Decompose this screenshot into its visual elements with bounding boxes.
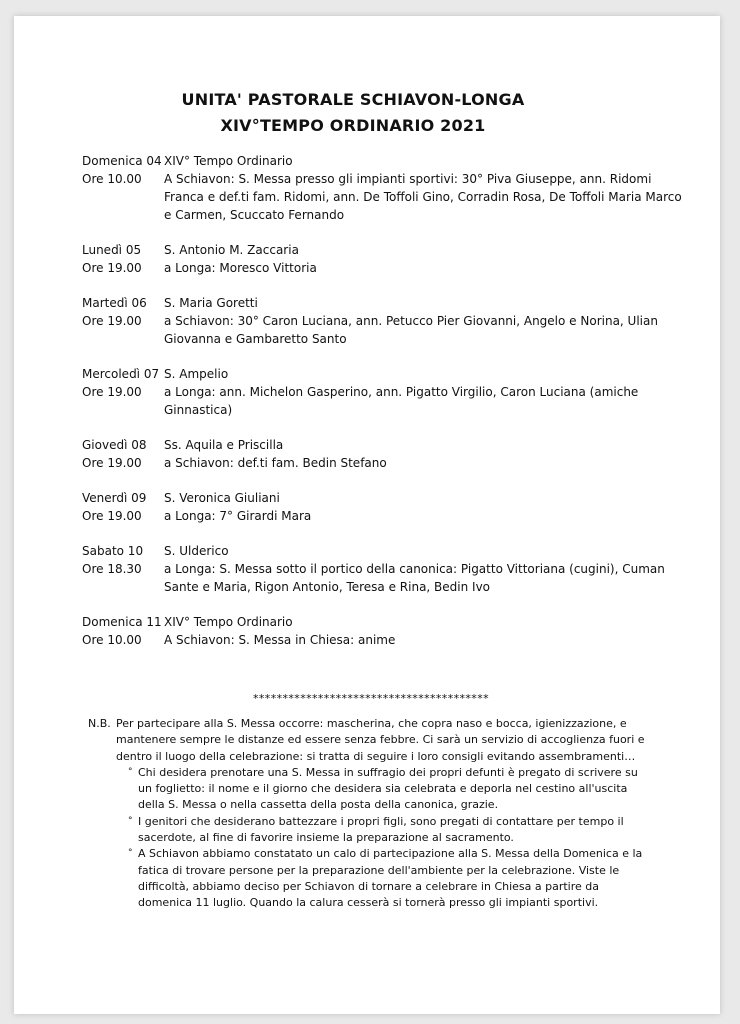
notes-bullet bbox=[128, 814, 648, 847]
entry-day: Mercoledì 07 bbox=[82, 367, 160, 381]
entry-text: A Schiavon: S. Messa presso gli impianti sportivi: 30° Piva Giuseppe, ann. Ridomi Franca e def.ti fam. Ridomi, ann. De Toffoli Gino, Corradin Rosa, De Toffoli Maria Marco e Carmen, Scuccato Fernando bbox=[164, 172, 682, 222]
entry-saint: S. Ampelio bbox=[164, 367, 229, 381]
schedule-entry bbox=[82, 152, 682, 224]
entry-day: Lunedì 05 bbox=[82, 243, 142, 257]
schedule-entry bbox=[82, 613, 682, 649]
entry-day: Sabato 10 bbox=[82, 544, 144, 558]
separator-stars: **************************************** bbox=[253, 692, 489, 705]
entry-text: a Longa: 7° Girardi Mara bbox=[164, 509, 312, 523]
entry-time: Ore 10.00 bbox=[82, 633, 142, 647]
schedule-entry bbox=[82, 542, 682, 596]
mass-schedule bbox=[82, 152, 682, 666]
notes-bullet-text: Chi desidera prenotare una S. Messa in suffragio dei propri defunti è pregato di scrivere su un foglietto: il nome e il giorno che desidera sia celebrata e deporla nel cestino all'uscita della S. Messa o nella cassetta della posta della canonica, grazie. bbox=[138, 765, 638, 812]
schedule-entry bbox=[82, 489, 682, 525]
entry-time: Ore 19.00 bbox=[82, 314, 142, 328]
schedule-entry bbox=[82, 436, 682, 472]
entry-text: a Longa: S. Messa sotto il portico della canonica: Pigatto Vittoriana (cugini), Cuman Sante e Maria, Rigon Antonio, Teresa e Rina, Bedin Ivo bbox=[164, 562, 665, 594]
notes-bullet bbox=[128, 846, 648, 911]
bullet-icon: ° bbox=[128, 848, 133, 859]
notes-bullet-text: I genitori che desiderano battezzare i propri figli, sono pregati di contattare per tempo il sacerdote, al fine di favorire insieme la preparazione al sacramento. bbox=[138, 814, 624, 845]
entry-day: Domenica 04 bbox=[82, 154, 162, 168]
notes-intro: Per partecipare alla S. Messa occorre: mascherina, che copra naso e bocca, igienizzazione, e mantenere sempre le distanze ed essere senza febbre. Ci sarà un servizio di accoglienza fuori e dentro il luogo della celebrazione: si tratta di seguire i loro consigli evitando assembramenti… bbox=[116, 717, 645, 763]
entry-saint: S. Ulderico bbox=[164, 544, 229, 558]
schedule-entry bbox=[82, 241, 682, 277]
entry-saint: Ss. Aquila e Priscilla bbox=[164, 438, 284, 452]
notes-section bbox=[88, 716, 648, 912]
bullet-icon: ° bbox=[128, 815, 133, 826]
entry-time: Ore 19.00 bbox=[82, 456, 142, 470]
entry-time: Ore 19.00 bbox=[82, 261, 142, 275]
entry-saint: S. Veronica Giuliani bbox=[164, 491, 280, 505]
entry-time: Ore 19.00 bbox=[82, 509, 142, 523]
bullet-icon: ° bbox=[128, 766, 133, 777]
entry-saint: XIV° Tempo Ordinario bbox=[164, 154, 293, 168]
entry-day: Giovedì 08 bbox=[82, 438, 147, 452]
entry-text: a Schiavon: 30° Caron Luciana, ann. Petucco Pier Giovanni, Angelo e Norina, Ulian Giovanna e Gambaretto Santo bbox=[164, 314, 658, 346]
entry-text: a Longa: ann. Michelon Gasperino, ann. Pigatto Virgilio, Caron Luciana (amiche Ginnastica) bbox=[164, 385, 639, 417]
entry-time: Ore 18.30 bbox=[82, 562, 142, 576]
notes-bullet bbox=[128, 765, 648, 814]
entry-saint: S. Maria Goretti bbox=[164, 296, 258, 310]
entry-saint: XIV° Tempo Ordinario bbox=[164, 615, 293, 629]
schedule-entry bbox=[82, 294, 682, 348]
entry-text: A Schiavon: S. Messa in Chiesa: anime bbox=[164, 633, 396, 647]
entry-day: Venerdì 09 bbox=[82, 491, 147, 505]
entry-day: Martedì 06 bbox=[82, 296, 147, 310]
entry-day: Domenica 11 bbox=[82, 615, 162, 629]
entry-time: Ore 19.00 bbox=[82, 385, 142, 399]
entry-text: a Longa: Moresco Vittoria bbox=[164, 261, 317, 275]
notes-label: N.B. bbox=[88, 717, 111, 730]
bulletin-page bbox=[14, 16, 720, 1014]
entry-text: a Schiavon: def.ti fam. Bedin Stefano bbox=[164, 456, 387, 470]
notes-bullet-text: A Schiavon abbiamo constatato un calo di partecipazione alla S. Messa della Domenica e la fatica di trovare persone per la preparazione dell'ambiente per la celebrazione. Viste le difficoltà, abbiamo deciso per Schiavon di tornare a celebrare in Chiesa a partire da domenica 11 luglio. Quando la calura cesserà si tornerà presso gli impianti sportivi. bbox=[138, 847, 643, 910]
entry-time: Ore 10.00 bbox=[82, 172, 142, 186]
entry-saint: S. Antonio M. Zaccaria bbox=[164, 243, 299, 257]
page-title: UNITA' PASTORALE SCHIAVON-LONGA bbox=[181, 90, 525, 109]
schedule-entry bbox=[82, 365, 682, 419]
page-subtitle: XIV°TEMPO ORDINARIO 2021 bbox=[220, 116, 486, 135]
